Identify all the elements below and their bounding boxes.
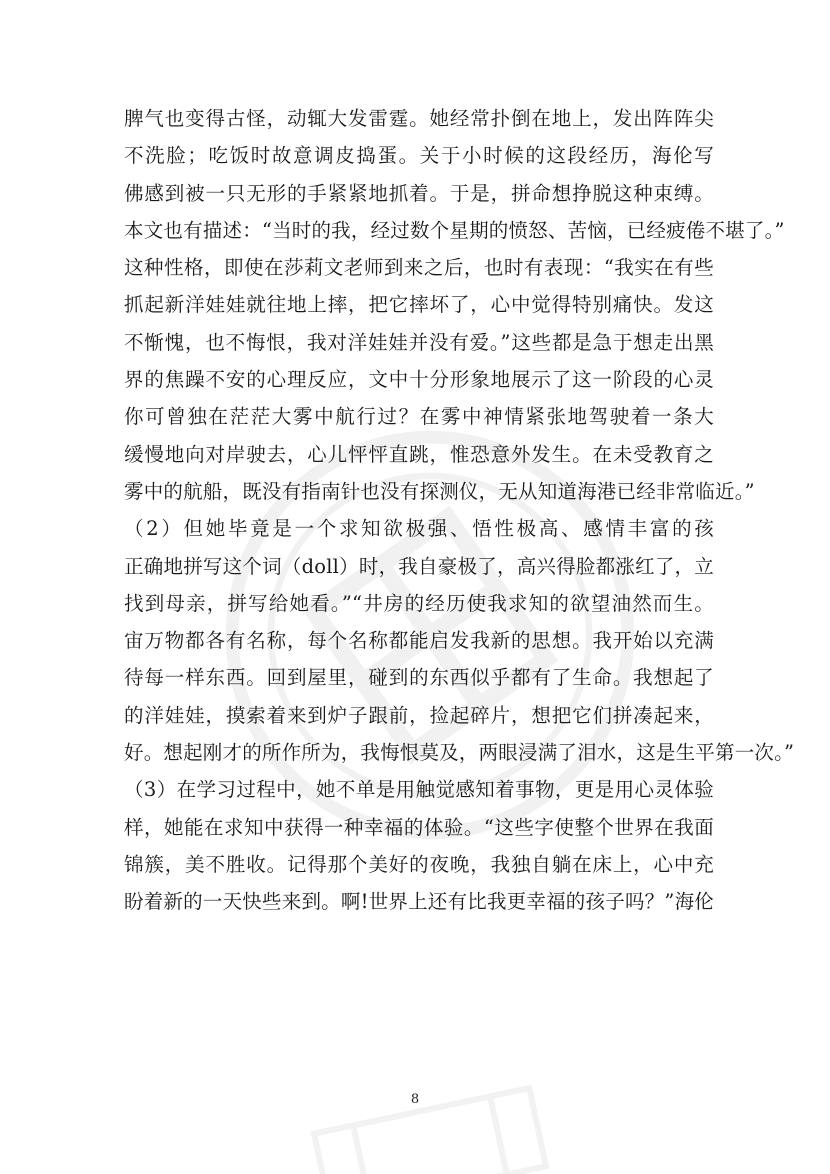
text-line: （3）在学习过程中，她不单是用触觉感知着事物，更是用心灵体验	[124, 778, 714, 802]
watermark-bottom-icon	[290, 1064, 569, 1174]
text-line: 你可曾独在茫茫大雾中航行过？在雾中神情紧张地驾驶着一条大	[124, 405, 714, 429]
text-line: 待每一样东西。回到屋里，碰到的东西似乎都有了生命。我想起了	[124, 666, 714, 690]
body-text	[124, 100, 795, 921]
text-line: 本文也有描述：“当时的我，经过数个星期的愤怒、苦恼，已经疲倦不堪了。”	[124, 218, 785, 242]
text-line: 正确地拼写这个词（doll）时，我自豪极了，高兴得脸都涨红了，立	[124, 554, 714, 578]
text-line: （2）但她毕竟是一个求知欲极强、悟性极高、感情丰富的孩	[124, 517, 714, 541]
text-line: 不洗脸；吃饭时故意调皮捣蛋。关于小时候的这段经历，海伦写	[124, 144, 714, 168]
text-line: 的洋娃娃，摸索着来到炉子跟前，捡起碎片，想把它们拼凑起来，	[124, 703, 714, 727]
text-line: 好。想起刚才的所作所为，我悔恨莫及，两眼浸满了泪水，这是生平第一次。”	[124, 741, 795, 765]
text-line: 不惭愧，也不悔恨，我对洋娃娃并没有爱。”这些都是急于想走出黑	[124, 330, 714, 354]
text-line: 脾气也变得古怪，动辄大发雷霆。她经常扑倒在地上，发出阵阵尖	[124, 107, 714, 130]
text-line: 盼着新的一天快些来到。啊!世界上还有比我更幸福的孩子吗？”海伦	[124, 890, 714, 914]
text-line: 界的焦躁不安的心理反应，文中十分形象地展示了这一阶段的心灵	[124, 368, 714, 392]
text-line: 抓起新洋娃娃就往地上摔，把它摔坏了，心中觉得特别痛快。发这	[124, 293, 714, 317]
page-number: 8	[410, 1092, 420, 1107]
text-line: 佛感到被一只无形的手紧紧地抓着。于是，拼命想挣脱这种束缚。	[124, 181, 714, 205]
text-line: 这种性格，即使在莎莉文老师到来之后，也时有表现：“我实在有些	[124, 256, 714, 280]
text-line: 宙万物都各有名称，每个名称都能启发我新的思想。我开始以充满	[124, 629, 714, 653]
text-line: 锦簇，美不胜收。记得那个美好的夜晚，我独自躺在床上，心中充	[124, 852, 714, 876]
text-line: 找到母亲，拼写给她看。”“井房的经历使我求知的欲望油然而生。	[124, 591, 714, 615]
text-line: 雾中的航船，既没有指南针也没有探测仪，无从知道海港已经非常临近。”	[124, 479, 755, 503]
text-line: 样，她能在求知中获得一种幸福的体验。“这些字使整个世界在我面	[124, 815, 714, 839]
text-line: 缓慢地向对岸驶去，心儿怦怦直跳，惟恐意外发生。在未受教育之	[124, 442, 714, 466]
